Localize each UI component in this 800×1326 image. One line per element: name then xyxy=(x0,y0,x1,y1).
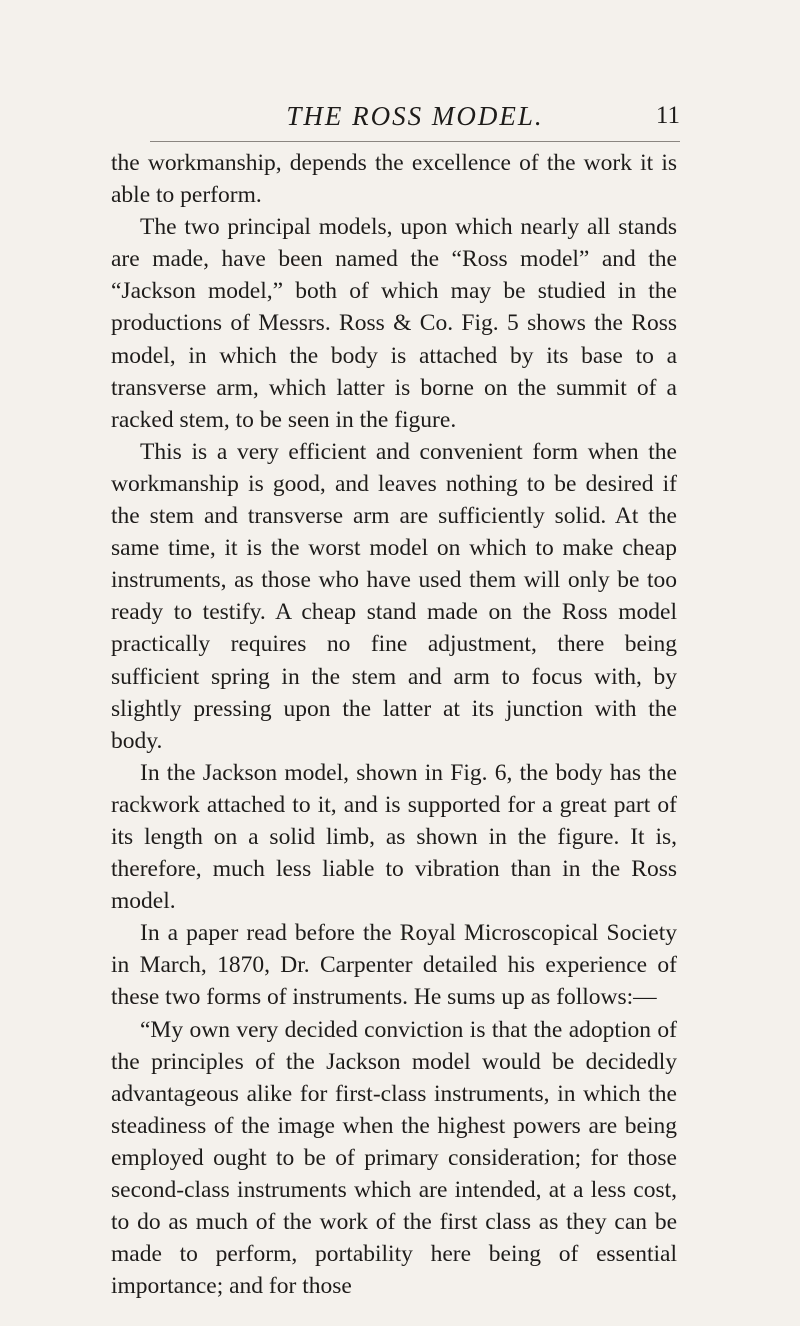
paragraph-quotation: “My own very decided conviction is that the adoption of the principles of the Jackson model would be decidedly advantageous alike for first-class instruments, in which the steadiness of the image when the highest powers are being employed ought to be of primary consideration; for those second-class instruments which are intended, at a less cost, to do as much of the work of the first class as they can be made to perform, portability here being of essential importance; and for those xyxy=(111,1016,677,1300)
running-title: THE ROSS MODEL. xyxy=(286,101,544,131)
paragraph-carpenter-paper: In a paper read before the Royal Microscopical Society in March, 1870, Dr. Carpenter detailed his experience of these two forms of instruments. He sums up as follows:— xyxy=(111,920,677,1011)
running-head xyxy=(150,96,680,136)
paragraph-two-models: The two principal models, upon which nearly all stands are made, have been named the “Ross model” and the “Jackson model,” both of which may be studied in the productions of Messrs. Ross & Co. Fig. 5 shows the Ross model, in which the body is attached by its base to a transverse arm, which latter is borne on the summit of a racked stem, to be seen in the figure. xyxy=(111,214,677,433)
header-rule xyxy=(150,141,680,142)
page-number: 11 xyxy=(655,102,680,129)
body-text xyxy=(111,147,677,1302)
paragraph-ross-model: This is a very efficient and convenient form when the workmanship is good, and leaves nothing to be desired if the stem and transverse arm are sufficiently solid. At the same time, it is the worst model on which to make cheap instruments, as those who have used them will only be too ready to testify. A cheap stand made on the Ross model practically requires no fine adjustment, there being sufficient spring in the stem and arm to focus with, by slightly pressing upon the latter at its junction with the body. xyxy=(111,438,677,754)
paragraph-continuation: the workmanship, depends the excellence of the work it is able to perform. xyxy=(111,150,677,209)
paragraph-jackson-model: In the Jackson model, shown in Fig. 6, the body has the rackwork attached to it, and is supported for a great part of its length on a solid limb, as shown in the figure. It is, therefore, much less liable to vibration than in the Ross model. xyxy=(111,759,677,915)
